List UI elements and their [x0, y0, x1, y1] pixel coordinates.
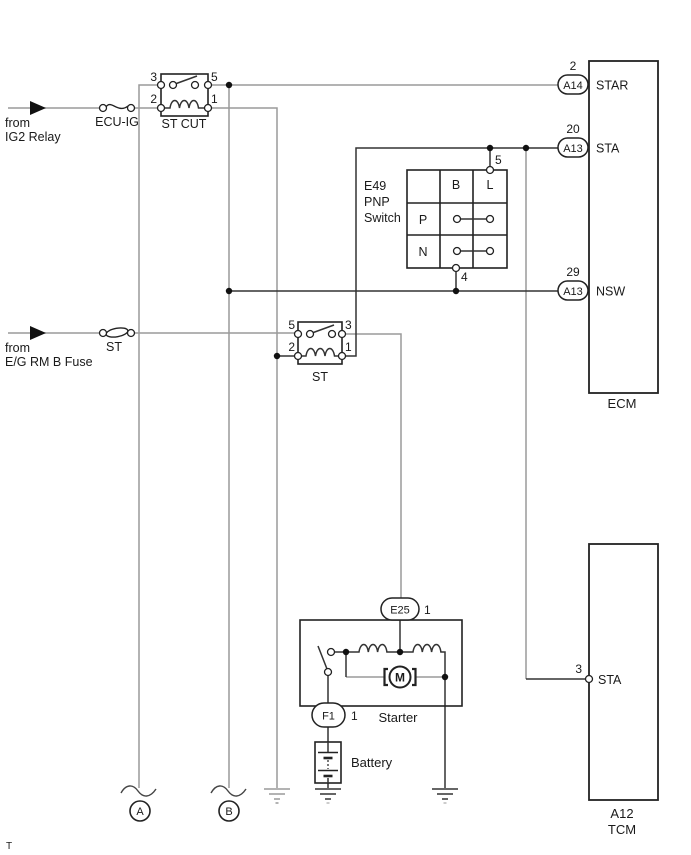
ecm-pin20-number: 20 [566, 122, 580, 136]
st-pin1-label: 1 [345, 340, 352, 354]
arrow-right-icon [30, 326, 46, 340]
ecm-name: ECM [607, 396, 637, 411]
fuse-terminal [128, 105, 135, 112]
wire-starter-right-corner [441, 652, 445, 677]
tcm-name: TCM [607, 822, 637, 837]
pnp-row-n: N [418, 245, 428, 259]
starter [300, 598, 462, 727]
junction-dot [343, 649, 349, 655]
relay-contact [170, 82, 177, 89]
ground-icon [315, 789, 341, 799]
fuse-terminal [100, 330, 107, 337]
ground-battery [315, 789, 341, 803]
relay-pin [158, 82, 165, 89]
junction-dot [442, 674, 448, 680]
connector-f1-pin: 1 [351, 709, 358, 723]
relay-st-cut [158, 74, 212, 116]
ref-b-label: B [225, 806, 233, 818]
tcm-pin3-number: 3 [575, 662, 582, 676]
stcut-name: ST CUT [161, 117, 207, 131]
relay-pin [295, 353, 302, 360]
fuse-ecu-ig [100, 105, 135, 112]
motor-brush-right [412, 669, 416, 685]
tcm-code: A12 [610, 806, 634, 821]
relay-pin [158, 105, 165, 112]
wire-st-pin3-to-e25 [342, 334, 401, 598]
junction-dot [453, 288, 459, 294]
arrow-right-icon [30, 101, 46, 115]
pnp-col-b: B [451, 178, 461, 192]
connector-e25-pin: 1 [424, 603, 431, 617]
relay-coil-icon [161, 101, 208, 109]
connector-e25-label: E25 [390, 604, 410, 617]
connector-f1-label: F1 [322, 710, 335, 723]
pnp-pin-4 [453, 265, 460, 272]
pnp-label-2: Switch [364, 211, 401, 225]
source1-from: from [5, 116, 30, 130]
ecm-pin29-number: 29 [566, 265, 580, 279]
junction-dot [226, 288, 232, 294]
pnp-label-1: PNP [364, 195, 390, 209]
fuse-terminal [100, 105, 107, 112]
pnp-pin-5 [487, 167, 494, 174]
pnp-contact-terminal [487, 248, 494, 255]
source2-from: from [5, 341, 30, 355]
junction-dots [226, 82, 529, 680]
st-pin3-label: 3 [345, 318, 352, 332]
battery-label: Battery [351, 755, 393, 770]
fuse-ecu-ig-label: ECU-IG [95, 115, 139, 129]
source2-name: E/G RM B Fuse [5, 355, 93, 369]
fuse-st-label: ST [106, 340, 122, 354]
footnote-text: T [6, 841, 13, 852]
starter-switch-contact [325, 669, 332, 676]
fuse-icon [106, 105, 128, 109]
pnp-code: E49 [364, 179, 387, 193]
motor-brush-left [385, 669, 389, 685]
ref-a-label: A [136, 806, 144, 818]
source1-name: IG2 Relay [5, 130, 61, 144]
ground-starter [432, 789, 458, 803]
relay-coil-icon [298, 349, 342, 357]
ground-relay-coils [264, 789, 290, 803]
relay-contact [329, 331, 336, 338]
ecm-body [589, 61, 658, 393]
junction-dot [274, 353, 280, 359]
tcm-body [589, 544, 658, 800]
pnp-col-l: L [486, 178, 494, 192]
pnp-pin5-label: 5 [495, 153, 502, 167]
pnp-pin4-label: 4 [461, 270, 468, 284]
ecm-signal-sta: STA [596, 141, 620, 156]
tcm-block [586, 544, 659, 800]
ecm-signal-star: STAR [596, 78, 629, 93]
gray-wires [8, 85, 558, 788]
wire-stcut-pin3-to-ref-a [139, 85, 161, 788]
labels [5, 59, 636, 852]
ground-icon [264, 789, 290, 803]
stcut-pin1-label: 1 [211, 92, 218, 106]
st-pin5-label: 5 [288, 318, 295, 332]
ecm-conn-a14: A14 [563, 80, 583, 92]
relay-contact [307, 331, 314, 338]
stcut-pin2-label: 2 [150, 92, 157, 106]
fusible-link-icon [105, 326, 128, 338]
junction-dot [397, 649, 403, 655]
pnp-contact-terminal [454, 216, 461, 223]
relay-pin [295, 331, 302, 338]
junction-dot [226, 82, 232, 88]
pnp-contact-terminal [454, 248, 461, 255]
starter-name: Starter [378, 710, 418, 725]
relay-contact [192, 82, 199, 89]
pnp-contact-terminal [487, 216, 494, 223]
tcm-signal-sta: STA [598, 673, 622, 687]
st-pin2-label: 2 [288, 340, 295, 354]
ecm-block [558, 61, 658, 393]
stcut-pin5-label: 5 [211, 70, 218, 84]
fuse-terminal [128, 330, 135, 337]
fusible-link-st [100, 326, 135, 338]
ecm-conn-a13b: A13 [563, 286, 583, 298]
junction-dot [523, 145, 529, 151]
stcut-pin3-label: 3 [150, 70, 157, 84]
ecm-pin2-number: 2 [569, 59, 577, 73]
starter-switch-contact [328, 649, 335, 656]
motor-label: M [395, 670, 405, 685]
relay-st [295, 322, 346, 364]
battery [315, 742, 341, 783]
junction-dot [487, 145, 493, 151]
ecm-signal-nsw: NSW [596, 284, 626, 299]
tcm-pin-3 [586, 676, 593, 683]
pnp-row-p: P [418, 213, 428, 227]
st-relay-name: ST [312, 370, 328, 384]
relay-body [298, 322, 342, 364]
wire-stcut-pin1-ground [208, 108, 277, 788]
ground-icon [432, 789, 458, 799]
starter-switch-lever [318, 646, 327, 669]
ecm-conn-a13: A13 [563, 143, 583, 155]
starter-coil-2 [403, 645, 441, 653]
